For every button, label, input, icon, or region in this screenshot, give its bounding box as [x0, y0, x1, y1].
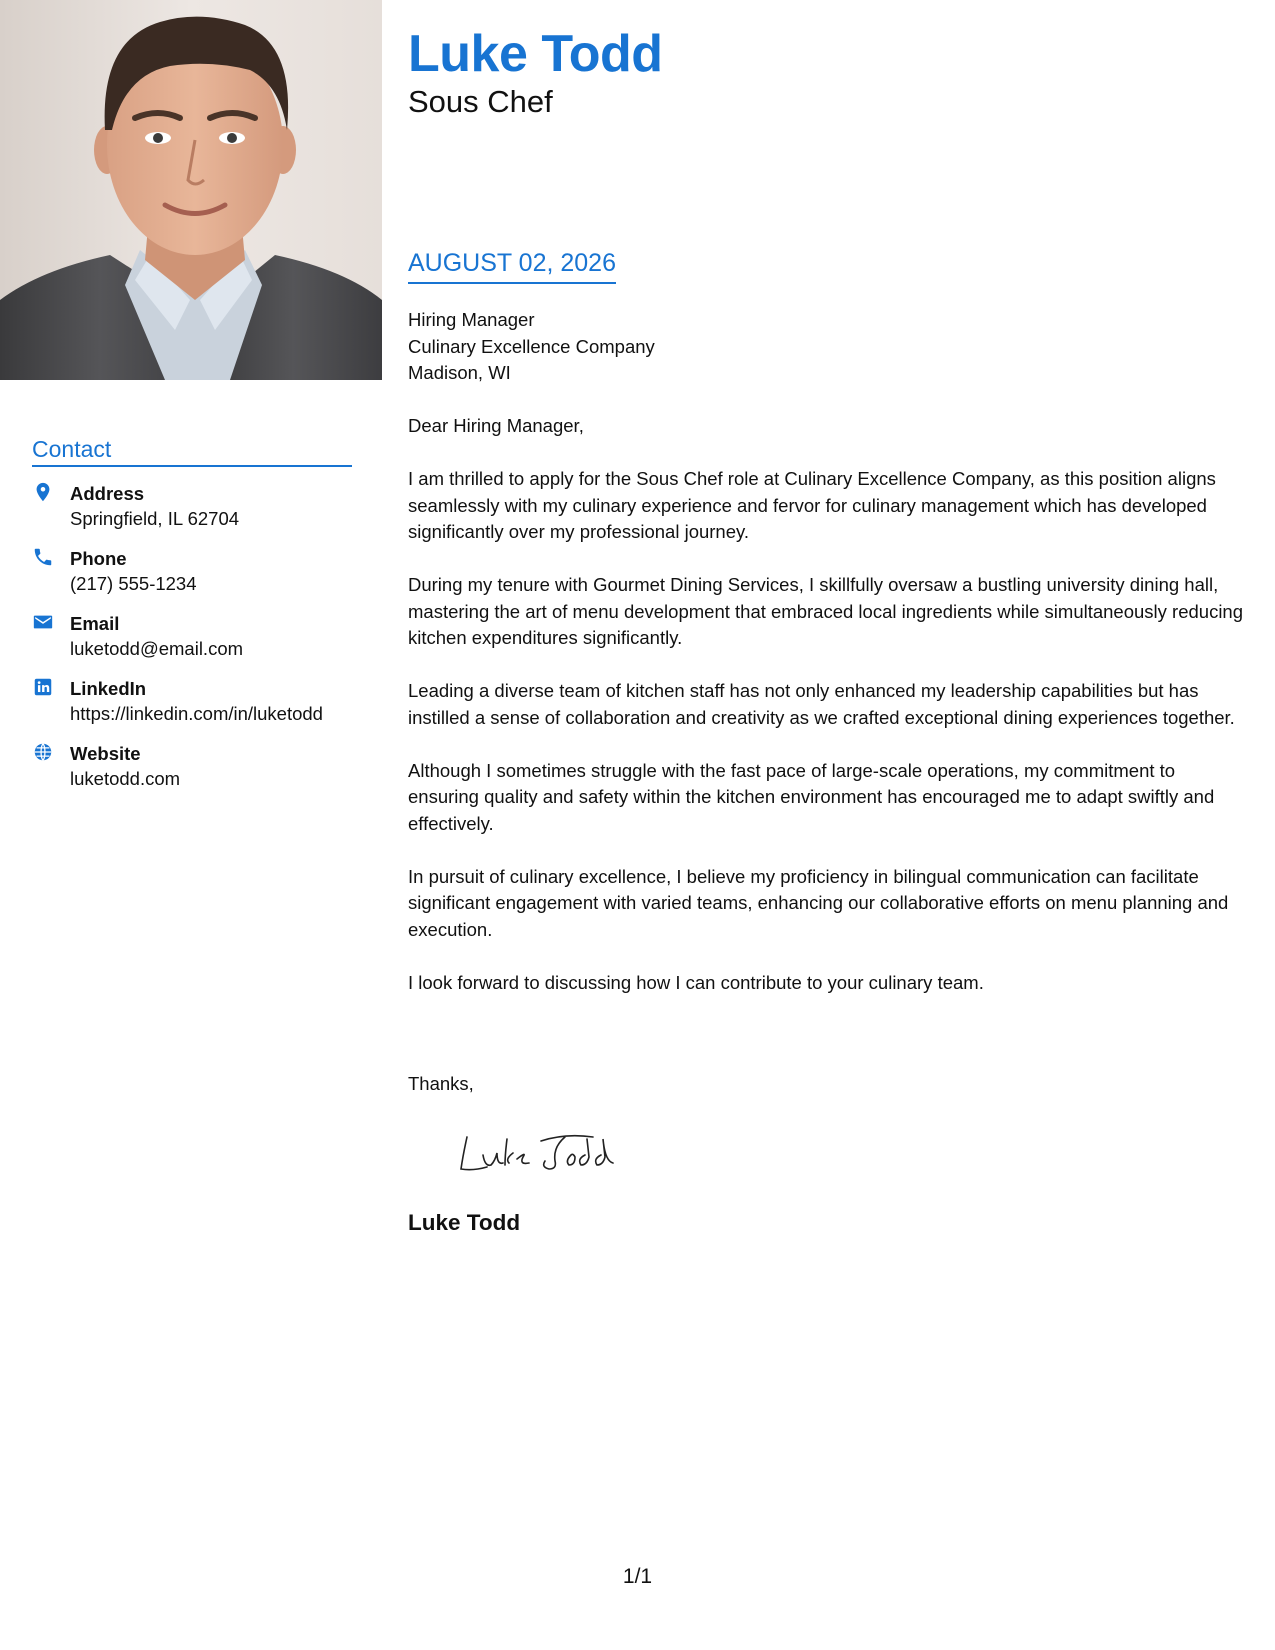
- address-value: Springfield, IL 62704: [70, 508, 240, 529]
- contact-heading: Contact: [32, 436, 352, 467]
- salutation: Dear Hiring Manager,: [408, 415, 584, 436]
- phone-icon: [32, 546, 54, 568]
- body-paragraph: I look forward to discussing how I can contribute to your culinary team.: [408, 971, 984, 993]
- recipient-company: Culinary Excellence Company: [408, 335, 655, 357]
- contact-item-phone: [32, 546, 352, 596]
- linkedin-value[interactable]: https://linkedin.com/in/luketodd: [70, 703, 323, 724]
- profile-photo: [0, 0, 382, 380]
- phone-value: (217) 555-1234: [70, 573, 197, 594]
- body-paragraph: In pursuit of culinary excellence, I believe my proficiency in bilingual communication can facilitate significant engagement with varied teams, enhancing our collaborative efforts on menu planning and execution.: [408, 865, 1229, 940]
- applicant-name: Luke Todd: [408, 25, 663, 83]
- body-paragraph: I am thrilled to apply for the Sous Chef role at Culinary Excellence Company, as this position aligns seamlessly with my culinary experience and fervor for culinary management which has developed significantly over my professional journey.: [408, 468, 1216, 542]
- website-value[interactable]: luketodd.com: [70, 768, 181, 789]
- body-paragraph: Although I sometimes struggle with the fast pace of large-scale operations, my commitment to ensuring quality and safety within the kitchen environment has encouraged me to adapt swiftly and effectively.: [408, 759, 1215, 834]
- contact-label: Website: [70, 743, 141, 764]
- applicant-role: Sous Chef: [408, 84, 553, 119]
- contact-item-address: [32, 481, 352, 531]
- recipient-block: [408, 307, 655, 387]
- contact-sidebar: [32, 436, 352, 806]
- globe-icon: [32, 741, 54, 763]
- map-pin-icon: [32, 481, 54, 503]
- contact-label: Phone: [70, 548, 127, 569]
- email-value[interactable]: luketodd@email.com: [70, 638, 244, 659]
- page-number: 1/1: [622, 1565, 653, 1588]
- letter-date: AUGUST 02, 2026: [408, 248, 616, 284]
- recipient-title: Hiring Manager: [408, 309, 535, 330]
- contact-item-website: [32, 741, 352, 791]
- body-paragraph: Leading a diverse team of kitchen staff has not only enhanced my leadership capabilities but has instilled a sense of collaboration and creativity as we crafted exceptional dining experiences together.: [408, 680, 1235, 728]
- contact-item-email: [32, 611, 352, 661]
- linkedin-icon: [32, 676, 54, 698]
- letter-body: [408, 413, 1248, 1023]
- closing: Thanks,: [408, 1073, 474, 1094]
- contact-label: Email: [70, 613, 120, 634]
- body-paragraph: During my tenure with Gourmet Dining Services, I skillfully oversaw a bustling university dining hall, mastering the art of menu development that embraced local ingredients while simultaneously reducing kitchen expenditures significantly.: [408, 574, 1244, 648]
- recipient-location: Madison, WI: [408, 362, 511, 383]
- contact-label: LinkedIn: [70, 678, 147, 699]
- contact-item-linkedin: [32, 676, 352, 726]
- handwritten-signature: [453, 1125, 628, 1180]
- contact-label: Address: [70, 483, 145, 504]
- email-icon: [32, 611, 54, 633]
- printed-name: Luke Todd: [408, 1210, 521, 1235]
